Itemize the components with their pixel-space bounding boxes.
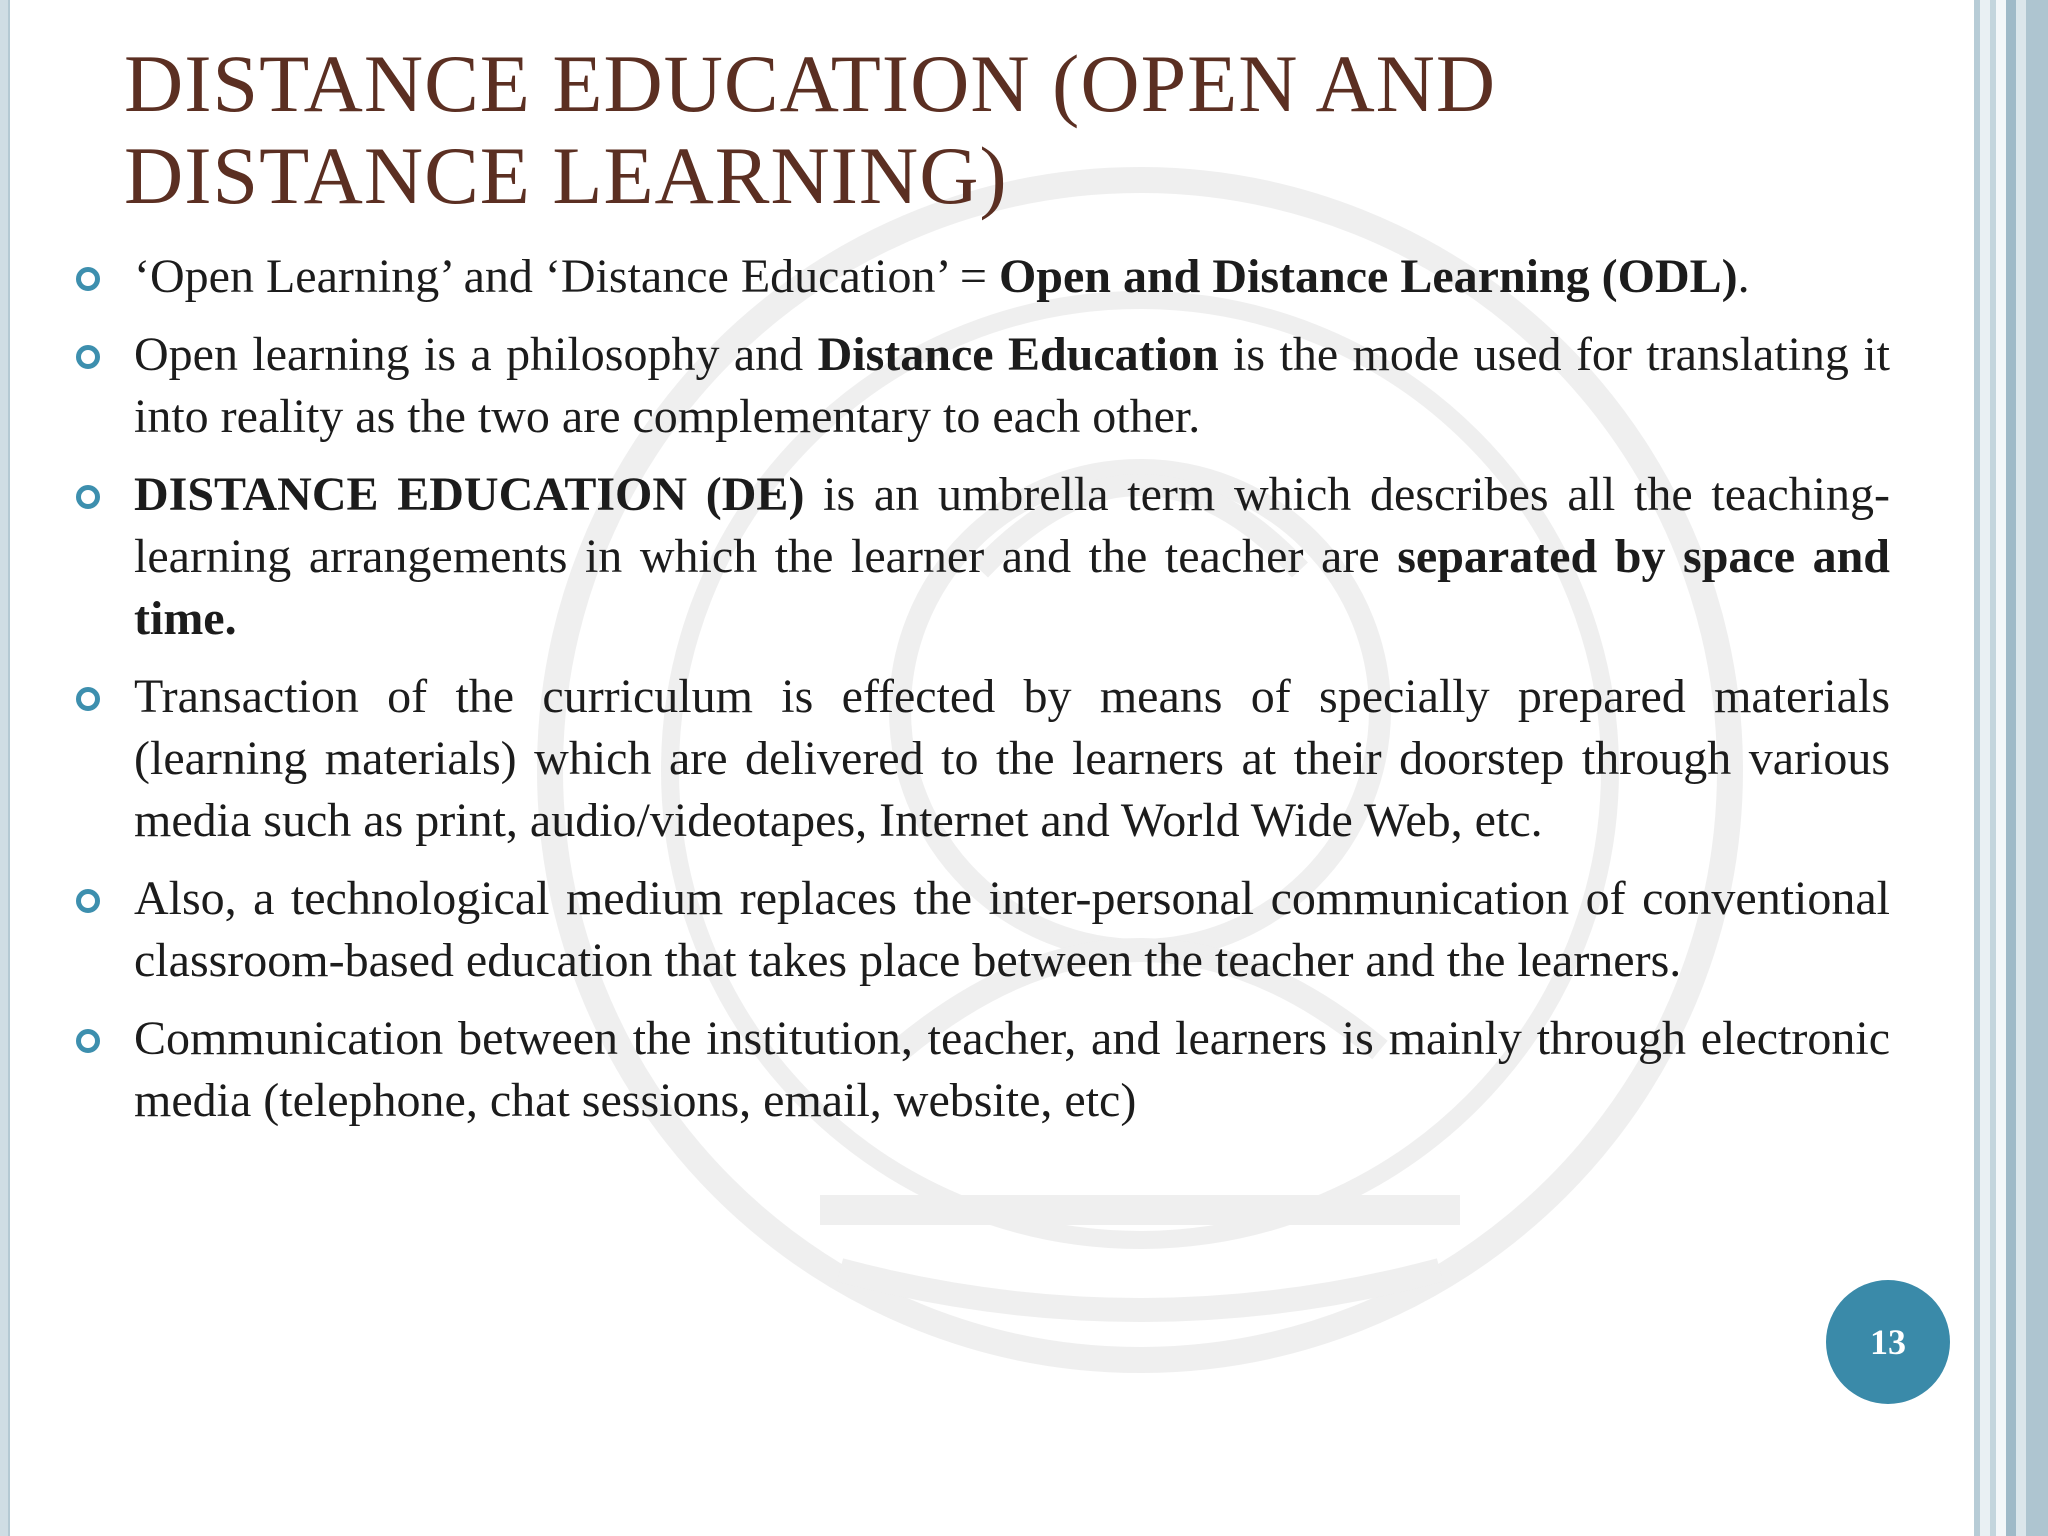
bullet-ring-icon — [76, 889, 100, 913]
bullet-text: Open learning is a philosophy and — [134, 328, 818, 381]
bullet-ring-icon — [76, 1029, 100, 1053]
bullet-text: Communication between the institution, teacher, and learners is mainly through electronic media (telephone, chat sessions, email, website, etc) — [134, 1012, 1890, 1127]
bullet-text: is an umbrella term which describes all the teaching-learning arrangements in which the learner and the teacher are — [134, 468, 1890, 583]
bullet-item — [70, 464, 1890, 650]
bullet-ring-icon — [76, 687, 100, 711]
bullet-text: ‘Open Learning’ and ‘Distance Education’ = — [134, 250, 999, 303]
bullet-ring-icon — [76, 345, 100, 369]
bullet-ring-icon — [76, 485, 100, 509]
page-number-badge: 13 — [1826, 1280, 1950, 1404]
right-decorative-stripes — [1970, 0, 2048, 1536]
bullet-item — [70, 246, 1890, 308]
bullet-item — [70, 868, 1890, 992]
bullet-bold-text: Open and Distance Learning (ODL) — [998, 250, 1738, 303]
bullet-text: Also, a technological medium replaces the inter-personal communication of conventional classroom-based education that takes place between the teacher and the learners. — [134, 872, 1890, 987]
slide-title: DISTANCE EDUCATION (OPEN AND DISTANCE LEARNING) — [124, 38, 1497, 221]
bullet-item — [70, 666, 1890, 852]
bullet-bold-text: Distance Education — [817, 328, 1219, 381]
bullet-item — [70, 1008, 1890, 1132]
bullet-bold-text: DISTANCE EDUCATION (DE) — [134, 468, 805, 521]
bullet-ring-icon — [76, 267, 100, 291]
bullet-text: . — [1737, 250, 1750, 303]
bullet-text: Transaction of the curriculum is effected by means of specially prepared materials (learning materials) which are delivered to the learners at their doorstep through various media such as print, audio/videotapes, Internet and World Wide Web, etc. — [134, 670, 1890, 847]
bullet-list — [70, 246, 1890, 1148]
bullet-item — [70, 324, 1890, 448]
left-border — [0, 0, 10, 1536]
bullet-bold-text: separated by space and time. — [134, 530, 1890, 645]
bullet-text: is the mode used for translating it into reality as the two are complementary to each other. — [134, 328, 1890, 443]
